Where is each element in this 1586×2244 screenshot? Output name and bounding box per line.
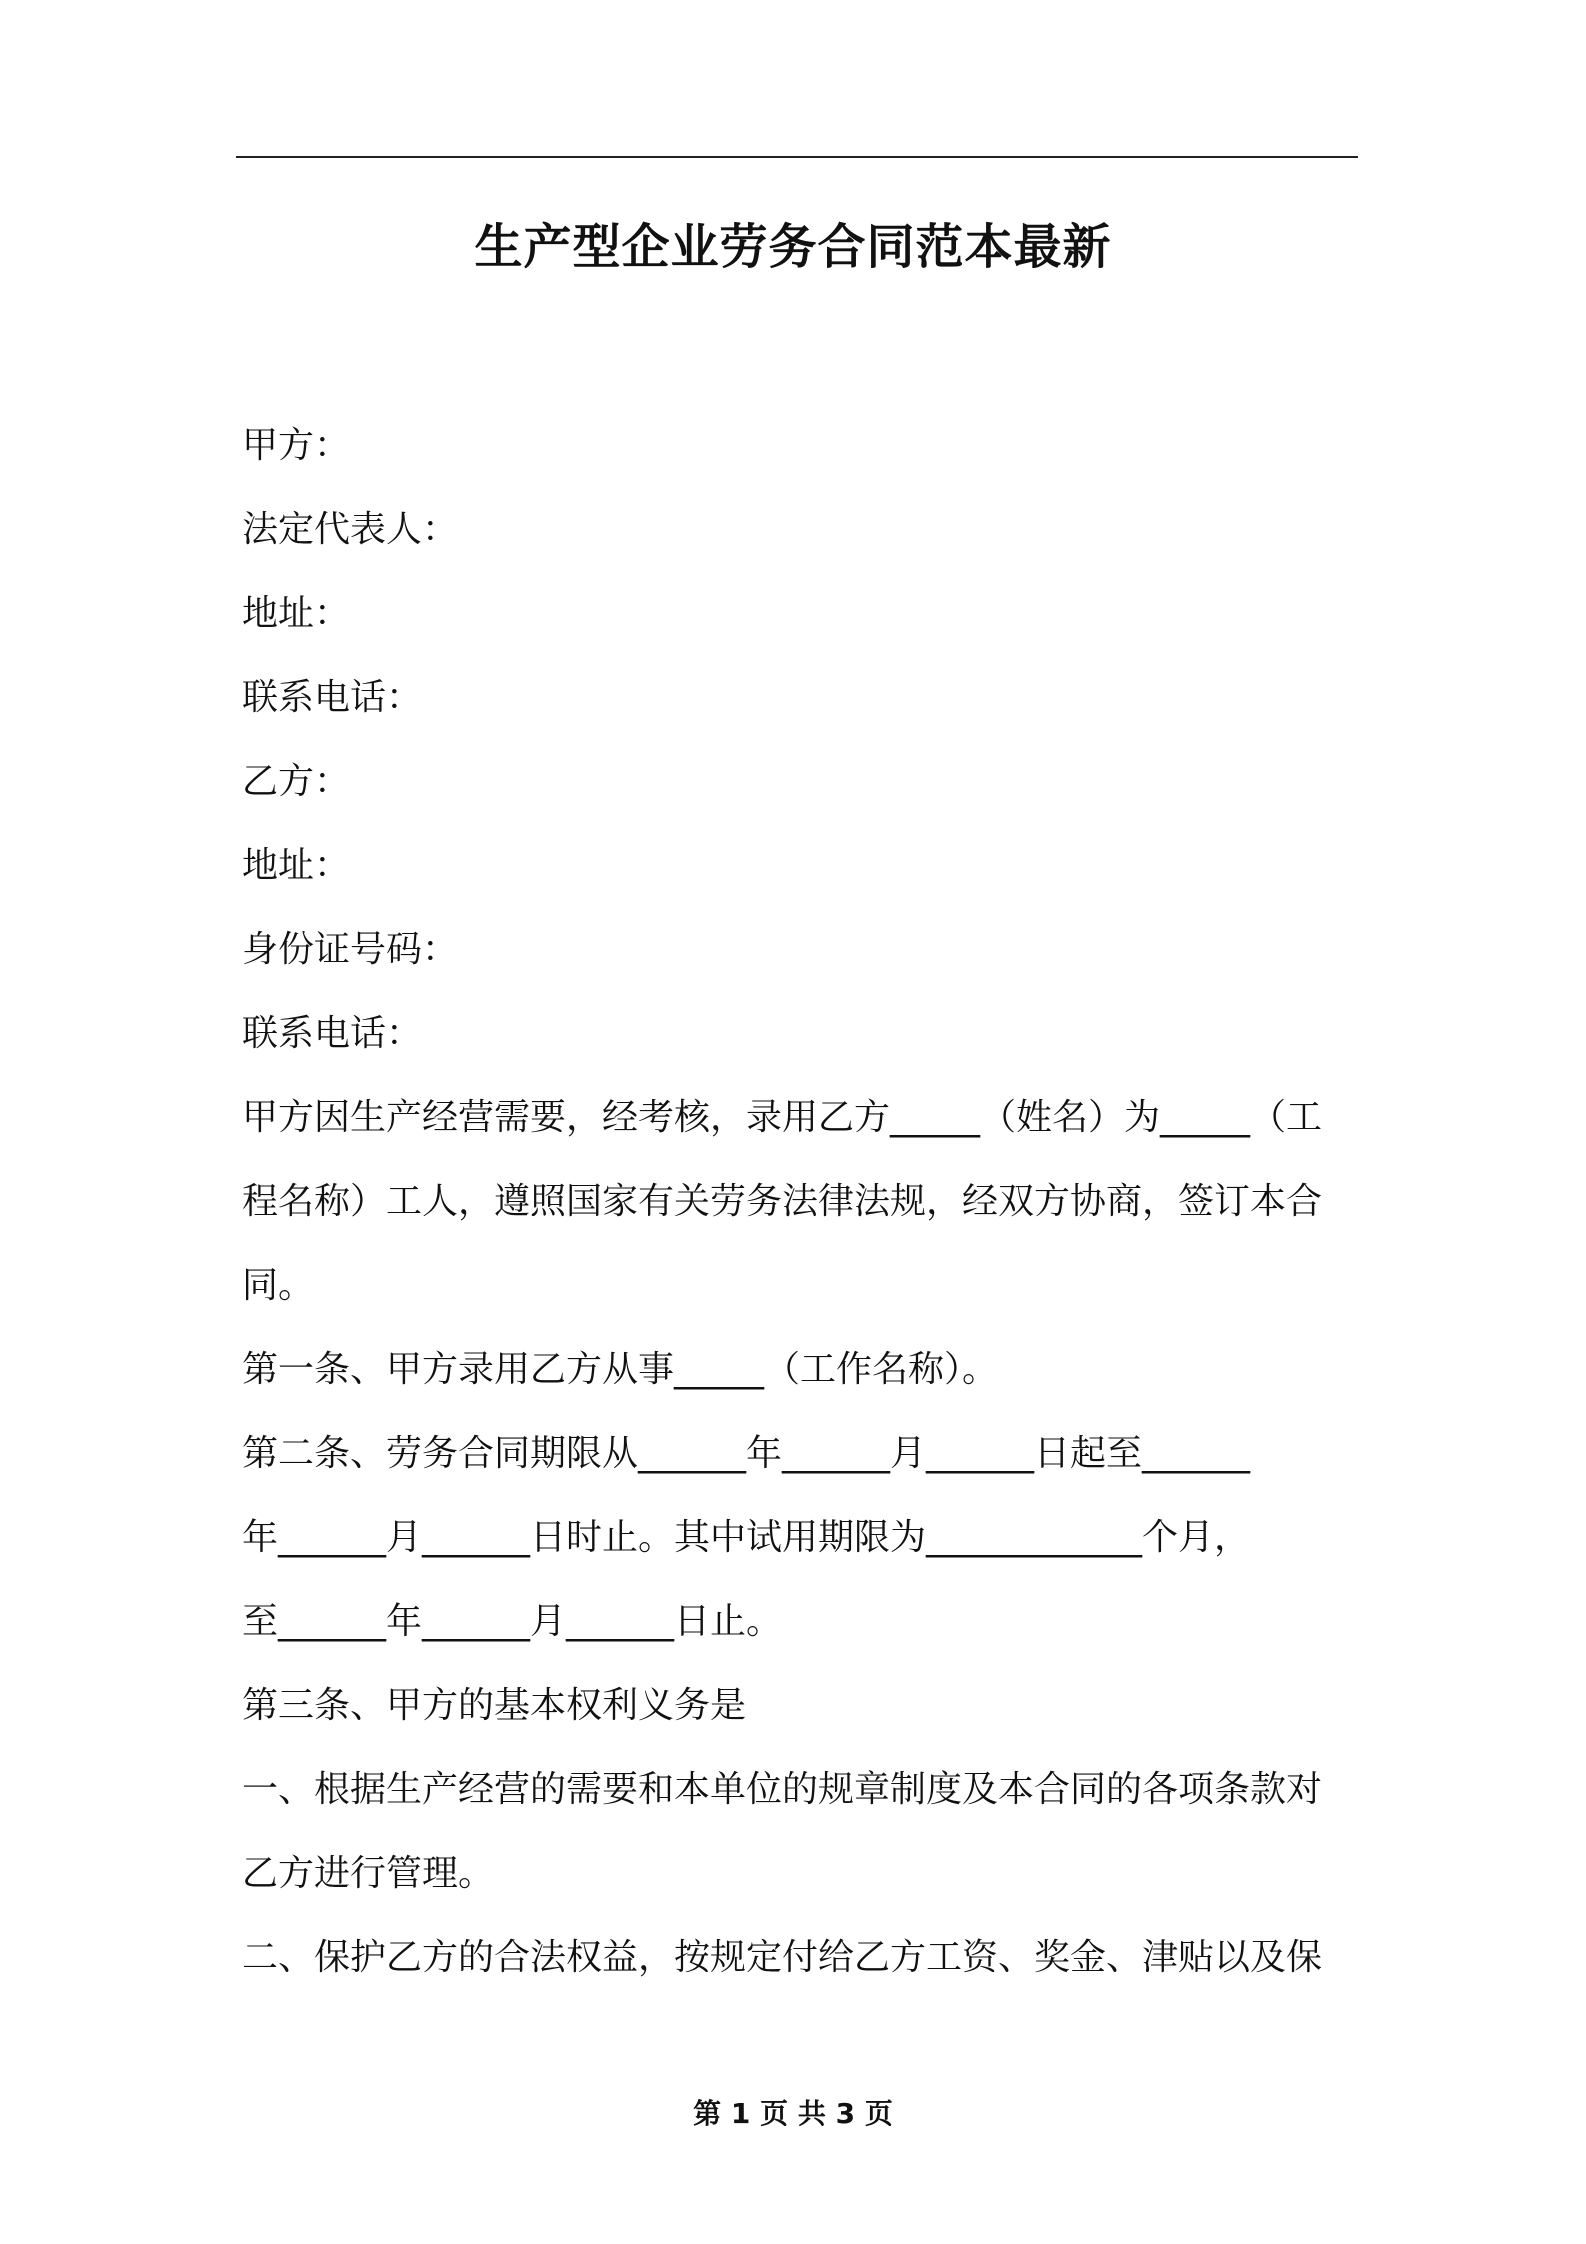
page-number-footer: 第 1 页 共 3 页	[693, 2097, 893, 2130]
legal-representative-line: 法定代表人：	[242, 509, 459, 550]
party-a-address-line: 地址：	[242, 593, 351, 634]
header-rule	[236, 156, 1358, 158]
article-3-item-1-line-2: 乙方进行管理。	[242, 1853, 495, 1894]
preamble-line-3: 同。	[242, 1265, 315, 1306]
party-a-line: 甲方：	[242, 425, 351, 466]
article-2-line-2: 年______月______日时止。其中试用期限为____________个月，	[242, 1517, 1251, 1558]
party-b-id-number-line: 身份证号码：	[242, 929, 459, 970]
article-3-item-1-line-1: 一、根据生产经营的需要和本单位的规章制度及本合同的各项条款对	[242, 1769, 1323, 1810]
article-3-heading: 第三条、甲方的基本权利义务是	[242, 1685, 747, 1726]
document-body	[242, 404, 1362, 2000]
article-1-line: 第一条、甲方录用乙方从事_____（工作名称）。	[242, 1349, 999, 1390]
party-b-address-line: 地址：	[242, 845, 351, 886]
party-a-phone-line: 联系电话：	[242, 677, 423, 718]
party-b-phone-line: 联系电话：	[242, 1013, 423, 1054]
document-title: 生产型企业劳务合同范本最新	[474, 219, 1112, 275]
preamble-line-1: 甲方因生产经营需要，经考核，录用乙方_____（姓名）为_____（工	[242, 1097, 1323, 1138]
article-2-line-3: 至______年______月______日止。	[242, 1601, 783, 1642]
article-2-line-1: 第二条、劳务合同期限从______年______月______日起至______	[242, 1433, 1251, 1474]
party-b-line: 乙方：	[242, 761, 351, 802]
article-3-item-2-line-1: 二、保护乙方的合法权益，按规定付给乙方工资、奖金、津贴以及保	[242, 1937, 1323, 1978]
preamble-line-2: 程名称）工人，遵照国家有关劳务法律法规，经双方协商，签订本合	[242, 1181, 1323, 1222]
